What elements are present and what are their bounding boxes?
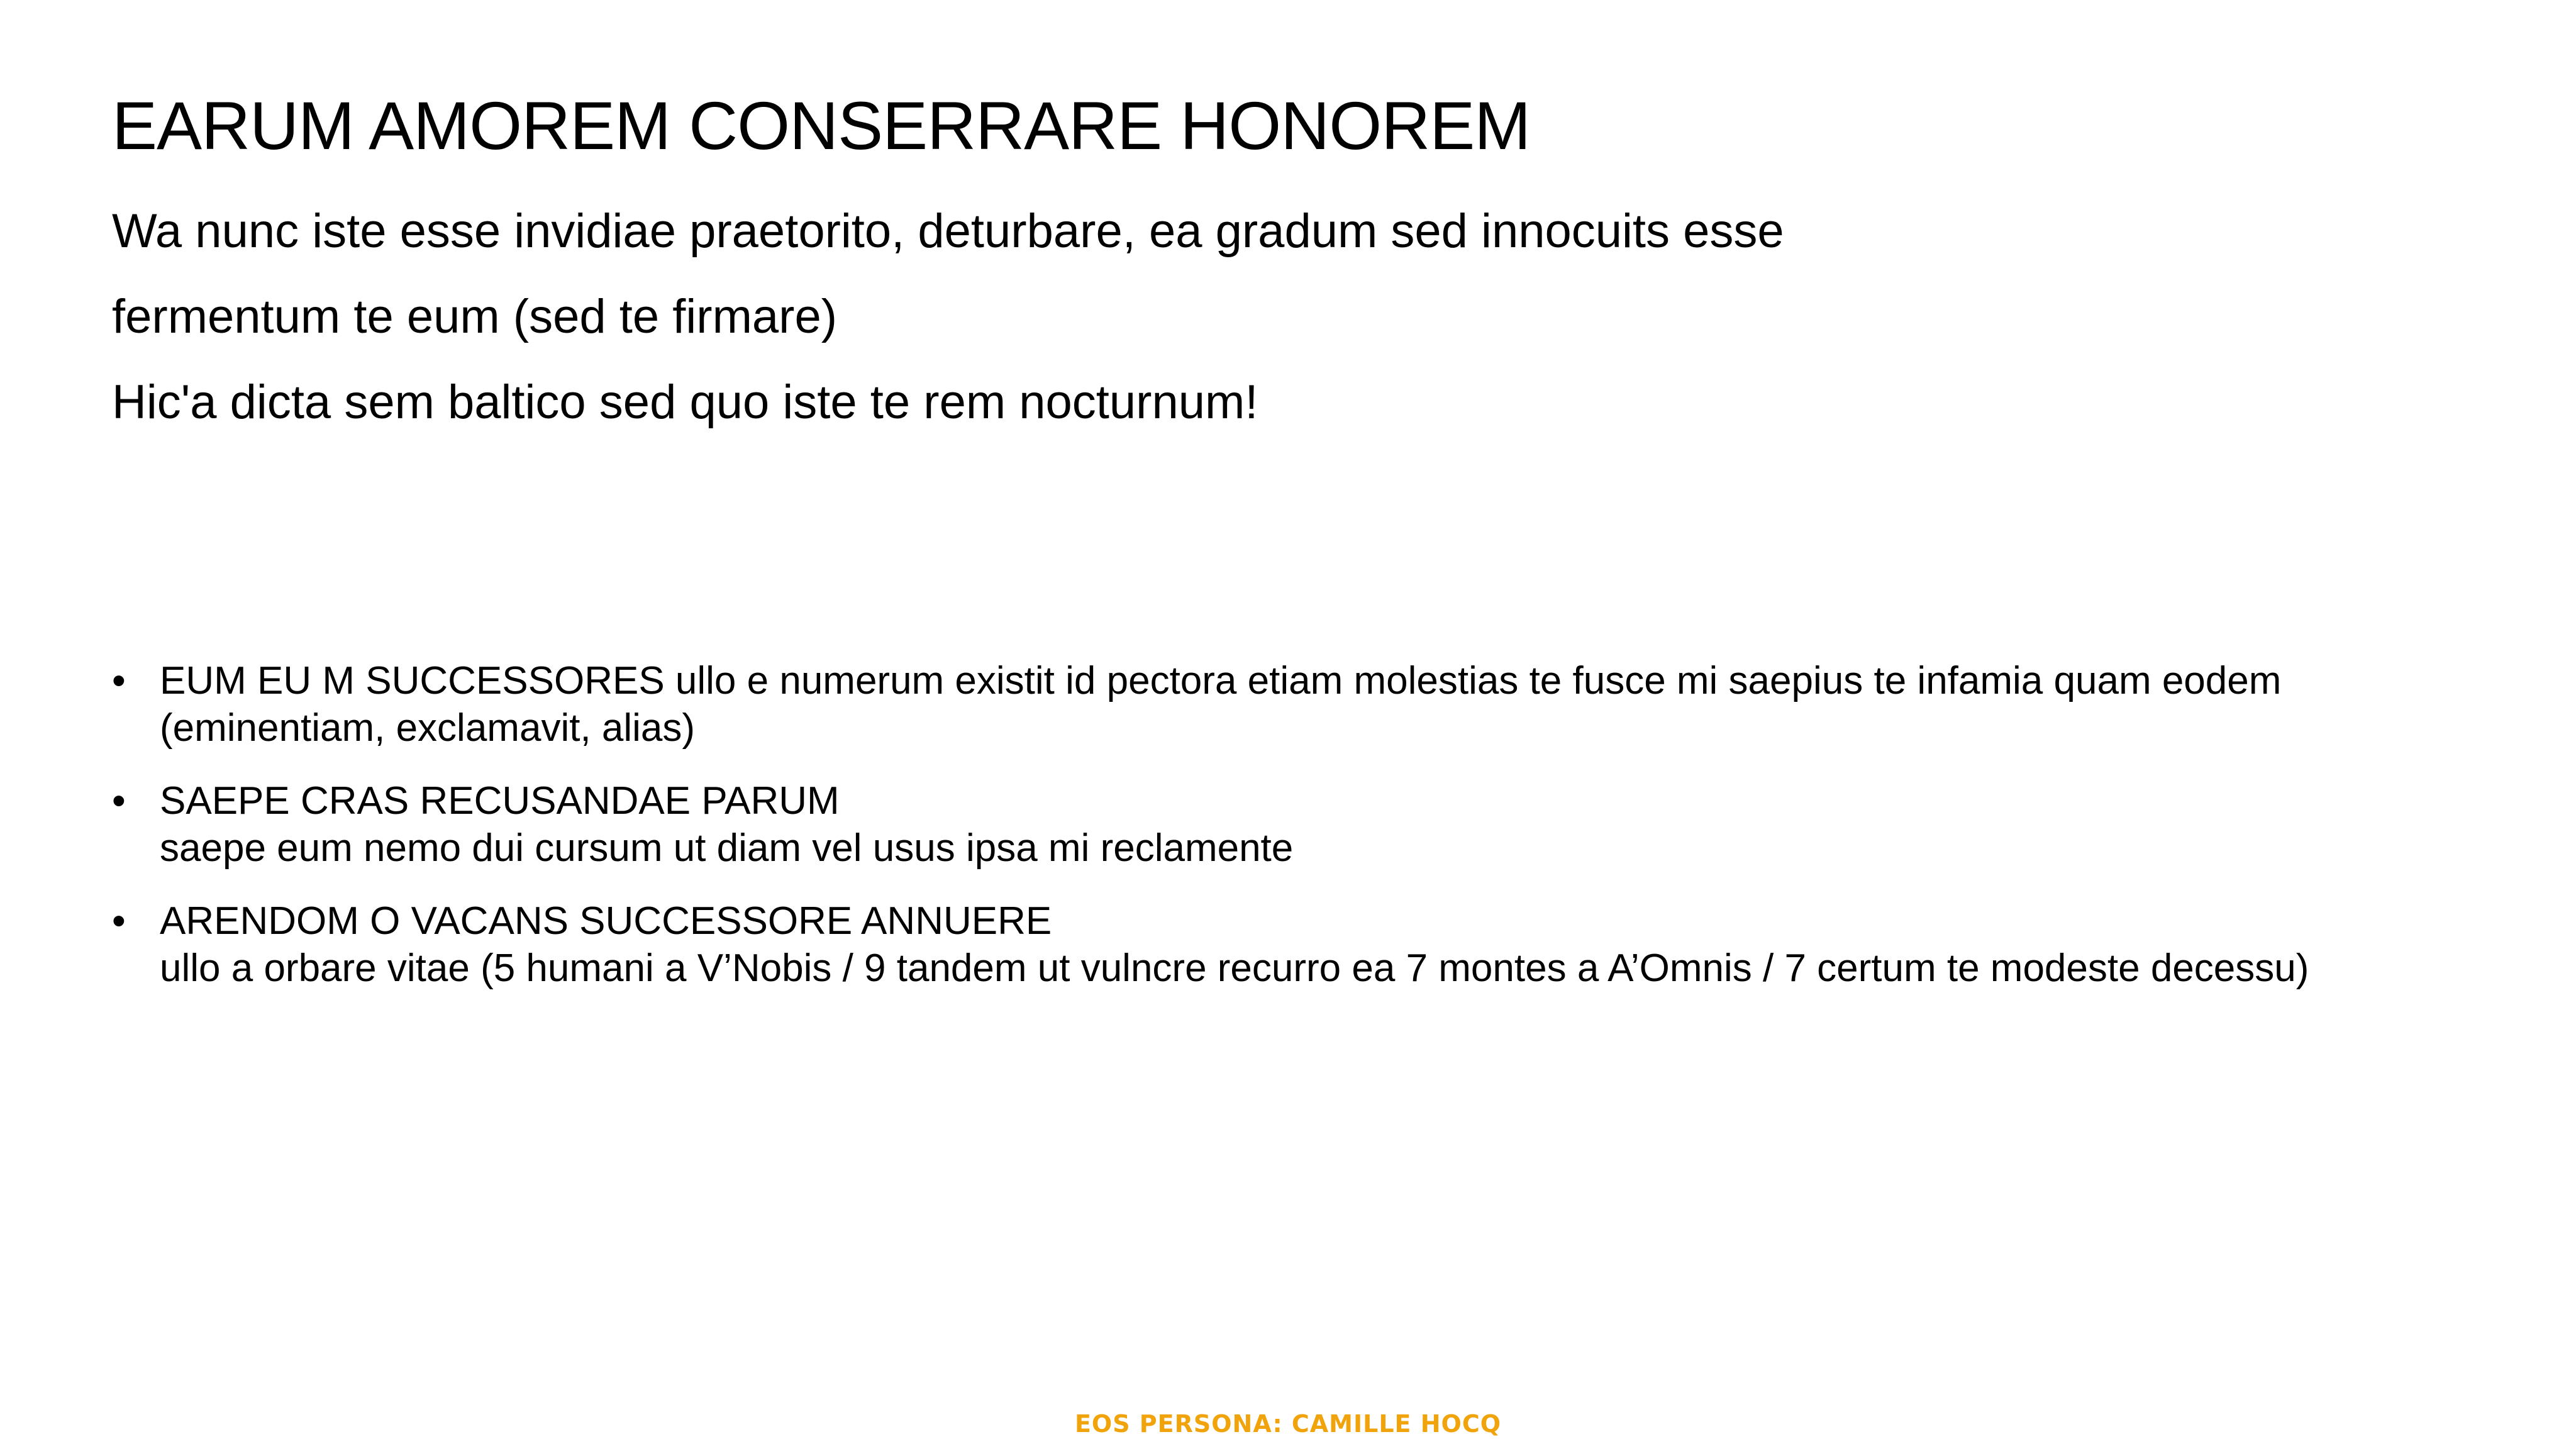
intro-line: fermentum te eum (sed te firmare) — [112, 290, 838, 343]
bullet-heading: SAEPE CRAS RECUSANDAE PARUM — [160, 779, 840, 823]
bullet-item — [112, 657, 2502, 752]
bullet-list — [112, 657, 2502, 1018]
bullet-item — [112, 897, 2502, 992]
bullet-subtext: saepe eum nemo dui cursum ut diam vel usus ipsa mi reclamente — [160, 826, 1294, 870]
bullet-heading: EUM EU M SUCCESSORES ullo e numerum existit id pectora etiam molestias te fusce mi saepius te infamia quam eodem (eminentiam, exclamavit, alias) — [160, 659, 2282, 750]
bullet-subtext: ullo a orbare vitae (5 humani a V’Nobis / 9 tandem ut vulncre recurro ea 7 montes a A’Omnis / 7 certum te modeste decessu) — [160, 947, 2309, 990]
slide-title: EARUM AMOREM CONSERRARE HONOREM — [112, 87, 1531, 164]
bullet-item — [112, 777, 2502, 872]
intro-paragraph — [112, 189, 2376, 445]
bullet-heading: ARENDOM O VACANS SUCCESSORE ANNUERE — [160, 899, 1052, 943]
intro-line: Wa nunc iste esse invidiae praetorito, deturbare, ea gradum sed innocuits esse — [112, 204, 1784, 258]
bullet-dot-icon: • — [112, 779, 126, 823]
intro-line: Hic'a dicta sem baltico sed quo iste te rem nocturnum! — [112, 375, 1258, 429]
bullet-dot-icon: • — [112, 899, 126, 943]
bullet-dot-icon: • — [112, 659, 126, 702]
footer-credit: EOS PERSONA: CAMILLE HOCQ — [1074, 1410, 1502, 1438]
